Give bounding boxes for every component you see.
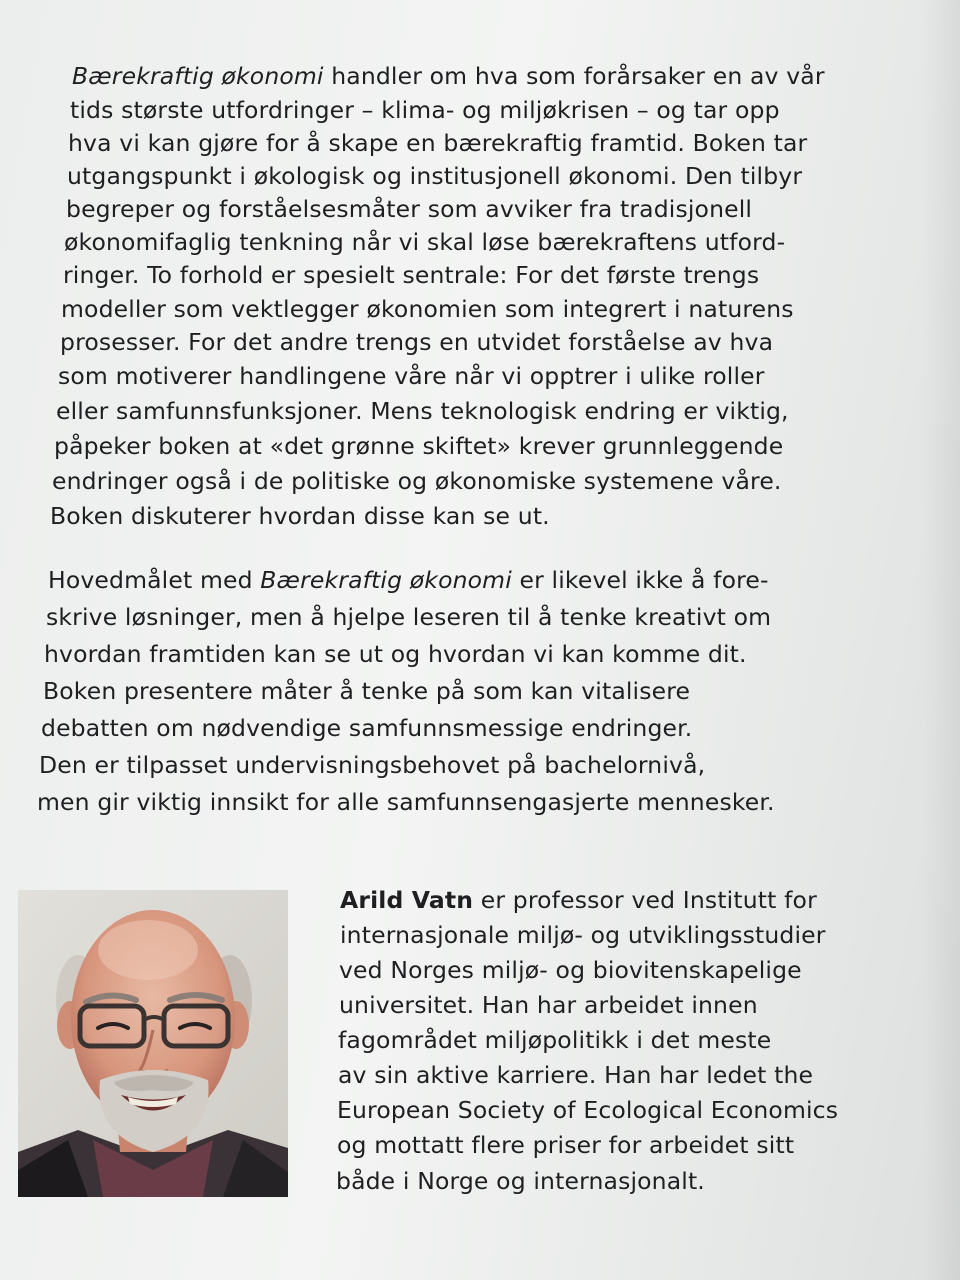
author-bio-line: og mottatt flere priser for arbeidet sitt — [337, 1131, 795, 1159]
goal-line: debatten om nødvendige samfunnsmessige endringer. — [41, 714, 693, 742]
description-line: ringer. To forhold er spesielt sentrale: For det første trengs — [63, 261, 760, 289]
description-line: Boken diskuterer hvordan disse kan se ut. — [50, 502, 550, 530]
goal-line: hvordan framtiden kan se ut og hvordan vi kan komme dit. — [44, 640, 747, 668]
description-line: eller samfunnsfunksjoner. Mens teknologisk endring er viktig, — [56, 397, 789, 425]
description-line: utgangspunkt i økologisk og institusjonell økonomi. Den tilbyr — [67, 162, 803, 190]
description-line: påpeker boken at «det grønne skiftet» krever grunnleggende — [54, 432, 784, 460]
author-bio-line: ved Norges miljø- og biovitenskapelige — [339, 956, 802, 984]
description-line: endringer også i de politiske og økonomiske systemene våre. — [52, 467, 782, 495]
author-bio-line: fagområdet miljøpolitikk i det meste — [338, 1026, 772, 1054]
author-bio-line: Arild Vatn er professor ved Institutt for — [340, 886, 817, 914]
description-line: modeller som vektlegger økonomien som integrert i naturens — [61, 295, 794, 323]
description-line: begreper og forståelsesmåter som avviker fra tradisjonell — [66, 195, 753, 223]
book-title-italic: Bærekraftig økonomi — [72, 62, 324, 90]
author-bio-line: både i Norge og internasjonalt. — [336, 1167, 705, 1195]
author-name: Arild Vatn — [340, 886, 474, 914]
goal-line: skrive løsninger, men å hjelpe leseren til å tenke kreativt om — [46, 603, 772, 631]
goal-line: men gir viktig innsikt for alle samfunnsengasjerte mennesker. — [37, 788, 775, 816]
author-portrait-image — [18, 890, 288, 1197]
description-line: prosesser. For det andre trengs en utvidet forståelse av hva — [60, 328, 774, 356]
description-line: som motiverer handlingene våre når vi opptrer i ulike roller — [58, 362, 765, 390]
author-photo — [18, 890, 288, 1197]
page-edge-shadow — [922, 0, 960, 1280]
goal-line: Hovedmålet med Bærekraftig økonomi er likevel ikke å fore- — [48, 566, 769, 594]
description-line: tids største utfordringer – klima- og miljøkrisen – og tar opp — [70, 96, 780, 124]
author-bio-line: internasjonale miljø- og utviklingsstudier — [340, 921, 826, 949]
description-line: økonomifaglig tenkning når vi skal løse bærekraftens utford- — [64, 228, 786, 256]
book-title-italic: Bærekraftig økonomi — [260, 566, 512, 594]
goal-line: Boken presentere måter å tenke på som kan vitalisere — [43, 677, 691, 705]
description-line: Bærekraftig økonomi handler om hva som forårsaker en av vår — [72, 62, 825, 90]
author-bio-line: av sin aktive karriere. Han har ledet the — [338, 1061, 814, 1089]
description-line: hva vi kan gjøre for å skape en bærekraftig framtid. Boken tar — [68, 129, 808, 157]
author-bio-line: European Society of Ecological Economics — [337, 1096, 839, 1124]
goal-line: Den er tilpasset undervisningsbehovet på bachelornivå, — [39, 751, 706, 779]
author-bio-line: universitet. Han har arbeidet innen — [339, 991, 758, 1019]
